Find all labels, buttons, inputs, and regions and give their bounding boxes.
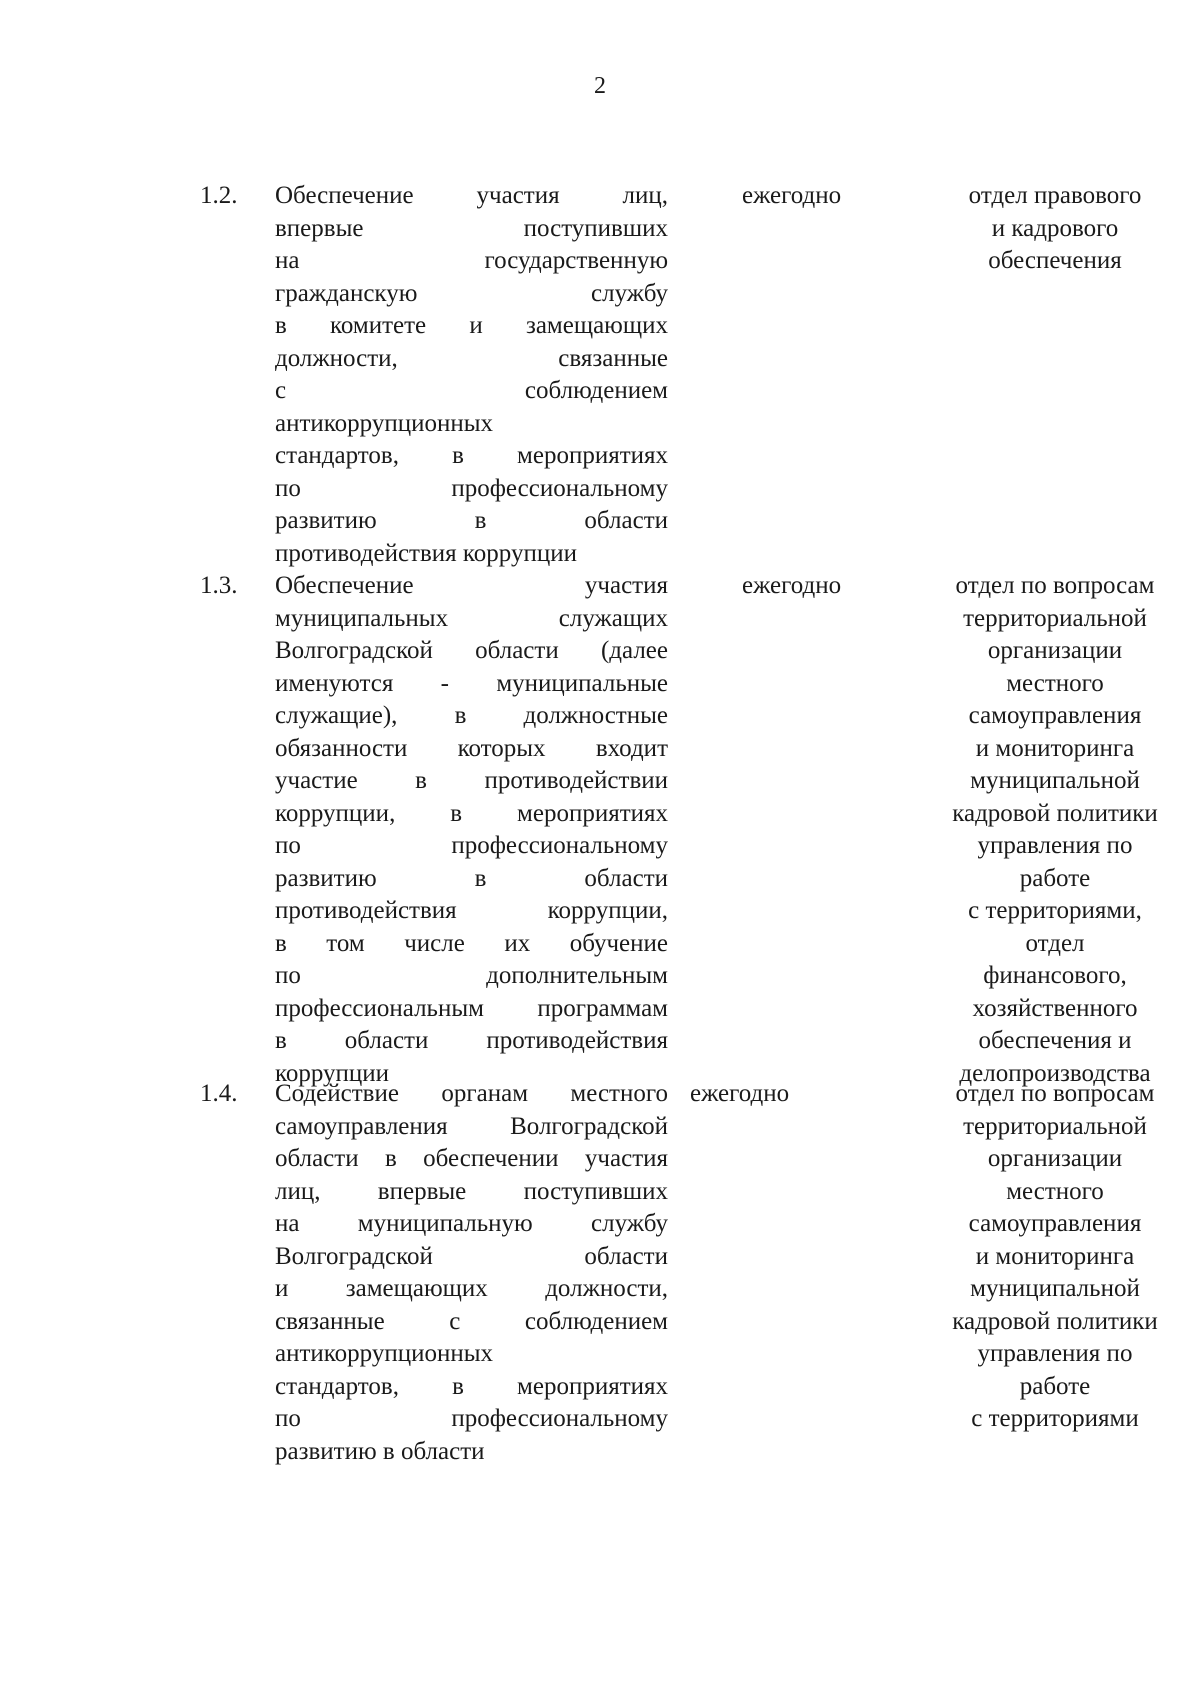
description-line: стандартов, в мероприятиях — [275, 442, 668, 469]
item-number: 1.2. — [200, 182, 238, 209]
description-line: участие в противодействии — [275, 767, 668, 794]
description-line: профессиональным программам — [275, 994, 668, 1022]
responsible-line: отдел по вопросам — [955, 1080, 1155, 1107]
description-line: коррупции, в мероприятиях — [275, 799, 668, 827]
description-line: на государственную — [275, 247, 668, 274]
description-line: обязанности которых входит — [275, 734, 668, 762]
description-line: Обеспечение участия лиц, — [275, 182, 668, 209]
responsible-line: управления по — [977, 1340, 1133, 1367]
description-line: лиц, впервые поступивших — [275, 1177, 668, 1205]
description-line: Волгоградской области — [275, 1242, 668, 1270]
responsible-line: и кадрового — [991, 214, 1119, 242]
responsible-line: финансового, — [983, 962, 1127, 989]
description-line: Обеспечение участия — [275, 572, 668, 599]
description-line: развитию в области — [275, 1437, 485, 1465]
description-line: противодействия коррупции, — [275, 897, 668, 924]
responsible-line: с территориями — [971, 1405, 1139, 1432]
description-line: развитию в области — [275, 864, 668, 892]
description-line: гражданскую службу — [275, 279, 668, 307]
item-period: ежегодно — [742, 572, 842, 599]
item-description — [275, 180, 668, 570]
description-line: противодействия коррупции — [275, 539, 577, 567]
item-description — [275, 1078, 668, 1468]
responsible-line: обеспечения и — [978, 1027, 1132, 1054]
responsible-line: отдел по вопросам — [955, 572, 1155, 599]
description-line: в том числе их обучение — [275, 929, 668, 957]
description-line: в области противодействия — [275, 1027, 668, 1054]
description-line: на муниципальную службу — [275, 1210, 668, 1237]
description-line: коррупции — [275, 1059, 390, 1087]
description-line: антикоррупционных — [275, 409, 494, 437]
responsible-line: с территориями, — [968, 897, 1142, 924]
description-line: Содействие органам местного — [275, 1080, 668, 1107]
item-description — [275, 570, 668, 1090]
responsible-line: кадровой политики — [952, 799, 1158, 827]
responsible-line: территориальной — [963, 604, 1147, 632]
responsible-line: кадровой политики — [952, 1307, 1158, 1335]
page-number: 2 — [594, 73, 606, 99]
item-number: 1.4. — [200, 1080, 238, 1107]
description-line: самоуправления Волгоградской — [275, 1112, 668, 1140]
responsible-line: работе — [1019, 864, 1091, 892]
description-line: области в обеспечении участия — [275, 1145, 668, 1172]
responsible-line: и мониторинга — [975, 734, 1135, 762]
description-line: по профессиональному — [275, 1405, 668, 1432]
item-number: 1.3. — [200, 572, 238, 599]
responsible-line: делопроизводства — [959, 1059, 1151, 1087]
responsible-line: самоуправления — [968, 1210, 1142, 1237]
description-line: впервые поступивших — [275, 214, 668, 242]
item-responsible — [920, 1078, 1190, 1436]
description-line: должности, связанные — [275, 344, 668, 372]
responsible-line: хозяйственного — [972, 994, 1138, 1022]
description-line: связанные с соблюдением — [275, 1307, 668, 1335]
responsible-line: управления по — [977, 832, 1133, 859]
responsible-line: организации — [987, 637, 1123, 664]
responsible-line: муниципальной — [970, 767, 1140, 794]
description-line: по дополнительным — [275, 962, 668, 989]
responsible-line: работе — [1019, 1372, 1091, 1400]
item-responsible — [920, 570, 1190, 1090]
description-line: по профессиональному — [275, 474, 668, 502]
description-line: развитию в области — [275, 507, 668, 534]
responsible-line: местного — [1006, 669, 1104, 697]
responsible-line: отдел — [1025, 929, 1085, 957]
item-period: ежегодно — [690, 1080, 790, 1107]
item-period: ежегодно — [742, 182, 842, 209]
description-line: стандартов, в мероприятиях — [275, 1372, 668, 1400]
description-line: по профессиональному — [275, 832, 668, 859]
description-line: с соблюдением — [275, 377, 668, 404]
description-line: в комитете и замещающих — [275, 312, 668, 339]
description-line: именуются - муниципальные — [275, 669, 668, 697]
item-responsible — [920, 180, 1190, 278]
responsible-line: самоуправления — [968, 702, 1142, 729]
description-line: антикоррупционных — [275, 1340, 494, 1367]
description-line: и замещающих должности, — [275, 1275, 668, 1302]
responsible-line: территориальной — [963, 1112, 1147, 1140]
responsible-line: отдел правового — [968, 182, 1142, 209]
description-line: муниципальных служащих — [275, 604, 668, 632]
description-line: Волгоградской области (далее — [275, 637, 668, 664]
responsible-line: и мониторинга — [975, 1242, 1135, 1270]
responsible-line: обеспечения — [988, 247, 1122, 274]
responsible-line: муниципальной — [970, 1275, 1140, 1302]
description-line: служащие), в должностные — [275, 702, 668, 729]
responsible-line: организации — [987, 1145, 1123, 1172]
responsible-line: местного — [1006, 1177, 1104, 1205]
